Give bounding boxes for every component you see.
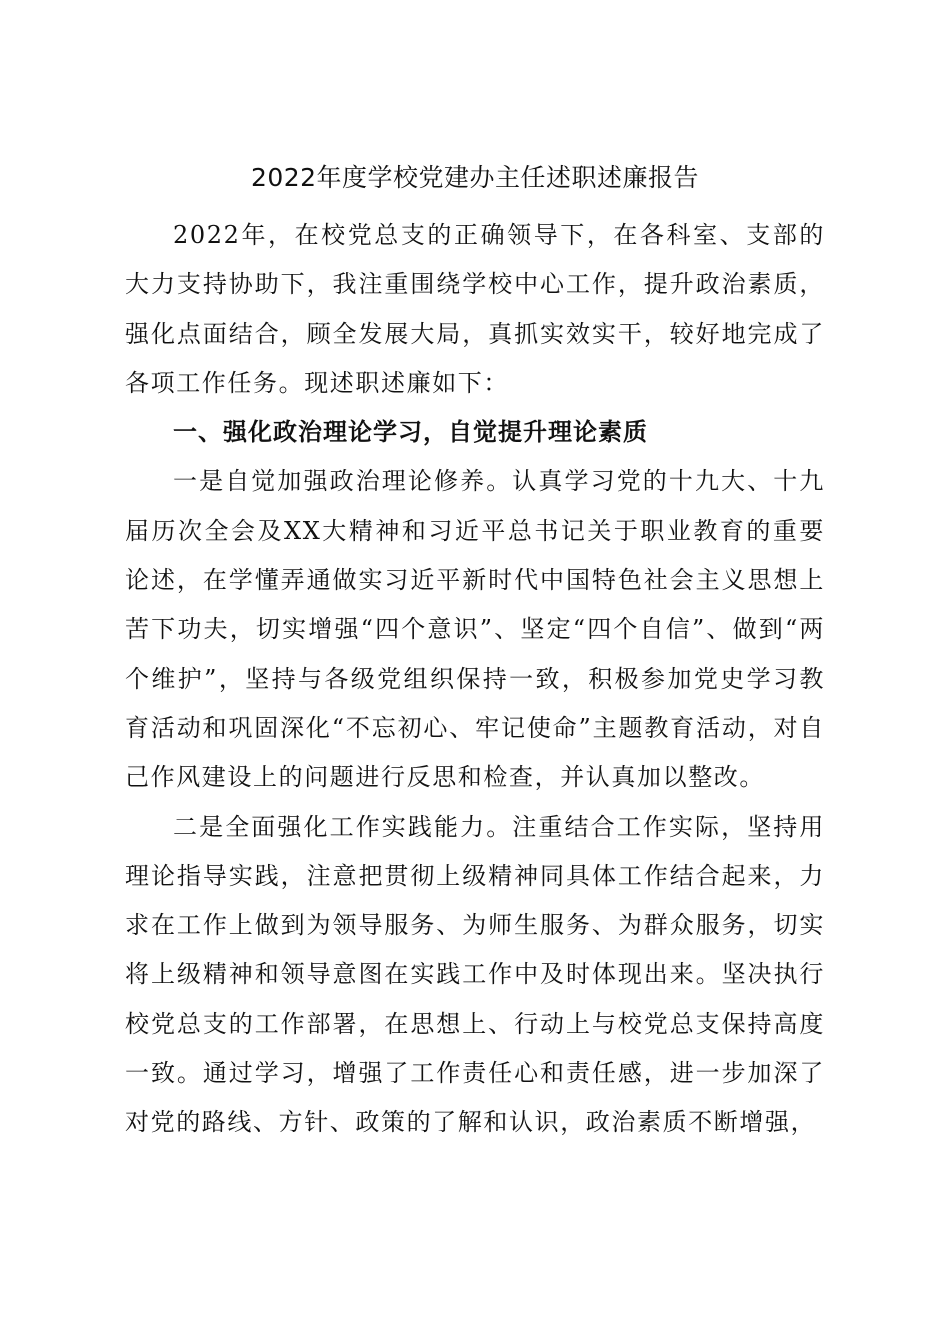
- body-paragraph: 一是自觉加强政治理论修养。认真学习党的十九大、十九届历次全会及XX大精神和习近平总书记关于职业教育的重要论述，在学懂弄通做实习近平新时代中国特色社会主义思想上苦下功夫，切实增强“四个意识”、坚定“四个自信”、做到“两个维护”，坚持与各级党组织保持一致，积极参加党史学习教育活动和巩固深化“不忘初心、牢记使命”主题教育活动，对自己作风建设上的问题进行反思和检查，并认真加以整改。: [125, 467, 825, 792]
- intro-paragraph: 2022年，在校党总支的正确领导下，在各科室、支部的大力支持协助下，我注重围绕学校中心工作，提升政治素质，强化点面结合，顾全发展大局，真抓实效实干，较好地完成了各项工作任务。现述职述廉如下：: [125, 221, 825, 397]
- document-title: 2022年度学校党建办主任述职述廉报告: [250, 163, 700, 192]
- document-body: [125, 211, 825, 1148]
- body-paragraph: 二是全面强化工作实践能力。注重结合工作实际，坚持用理论指导实践，注意把贯彻上级精神同具体工作结合起来，力求在工作上做到为领导服务、为师生服务、为群众服务，切实将上级精神和领导意图在实践工作中及时体现出来。坚决执行校党总支的工作部署，在思想上、行动上与校党总支保持高度一致。通过学习，增强了工作责任心和责任感，进一步加深了对党的路线、方针、政策的了解和认识，政治素质不断增强，: [125, 812, 825, 1137]
- section-heading: 一、强化政治理论学习，自觉提升理论素质: [173, 418, 648, 447]
